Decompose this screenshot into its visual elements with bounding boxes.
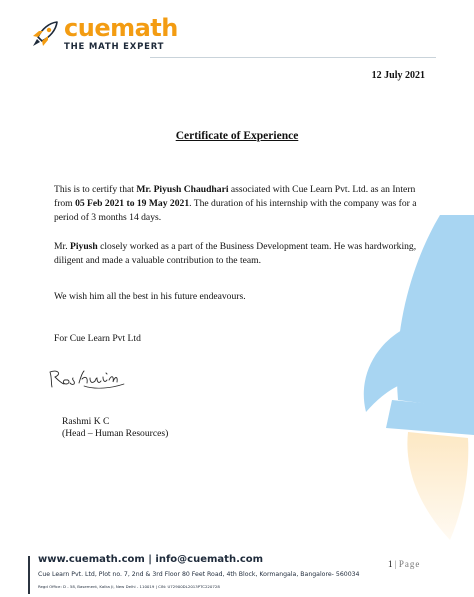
brand-name: cuemath <box>64 14 178 42</box>
page-number: 1 | Page <box>388 559 421 569</box>
signer-title: (Head – Human Resources) <box>62 428 169 439</box>
header-divider <box>150 57 436 58</box>
para1-text-a: This is to certify that <box>54 184 137 195</box>
footer-accent-bar <box>28 556 30 594</box>
internship-period: 05 Feb 2021 to 19 May 2021 <box>75 198 190 209</box>
footer-registered-office: Regd Office: D - 58, Basement, Kalka Ji, New Delhi - 110019 | CIN: U72900DL2013PTC220728 <box>38 584 220 589</box>
footer-contact: www.cuemath.com | info@cuemath.com <box>38 554 264 565</box>
wishes-paragraph: We wish him all the best in his future endeavours. <box>54 291 246 302</box>
para1-text-b: associated with Cue Learn Pvt. Ltd. as an Intern from <box>54 184 416 209</box>
intern-first-name: Piyush <box>70 241 98 252</box>
rocket-flame <box>407 432 468 540</box>
para2-text-a: Mr. <box>54 241 70 252</box>
signer-name: Rashmi K C <box>62 416 110 427</box>
footer-address: Cue Learn Pvt. Ltd, Plot no. 7, 2nd & 3rd Floor 80 Feet Road, 4th Block, Kormangala, Bangalore- 560034 <box>38 571 360 578</box>
signer-block <box>62 416 168 440</box>
letter-date: 12 July 2021 <box>371 70 425 81</box>
signature-image <box>46 364 136 392</box>
para1-text-c: . The duration of his internship with the company was for a period of 3 months 14 days. <box>54 198 417 223</box>
company-signoff: For Cue Learn Pvt Ltd <box>54 333 141 344</box>
certificate-title: Certificate of Experience <box>175 130 299 142</box>
rocket-logo-icon <box>30 19 60 49</box>
page-number-value: 1 <box>388 559 393 569</box>
certification-paragraph <box>54 183 424 225</box>
para2-text-b: closely worked as a part of the Business Development team. He was hardworking, diligent and made a valuable contribution to the team. <box>54 241 417 266</box>
page-label: Page <box>398 559 421 569</box>
intern-name: Mr. Piyush Chaudhari <box>136 184 229 195</box>
brand-tagline: THE MATH EXPERT <box>64 42 165 52</box>
cuemath-logo <box>30 16 178 52</box>
performance-paragraph <box>54 240 424 268</box>
